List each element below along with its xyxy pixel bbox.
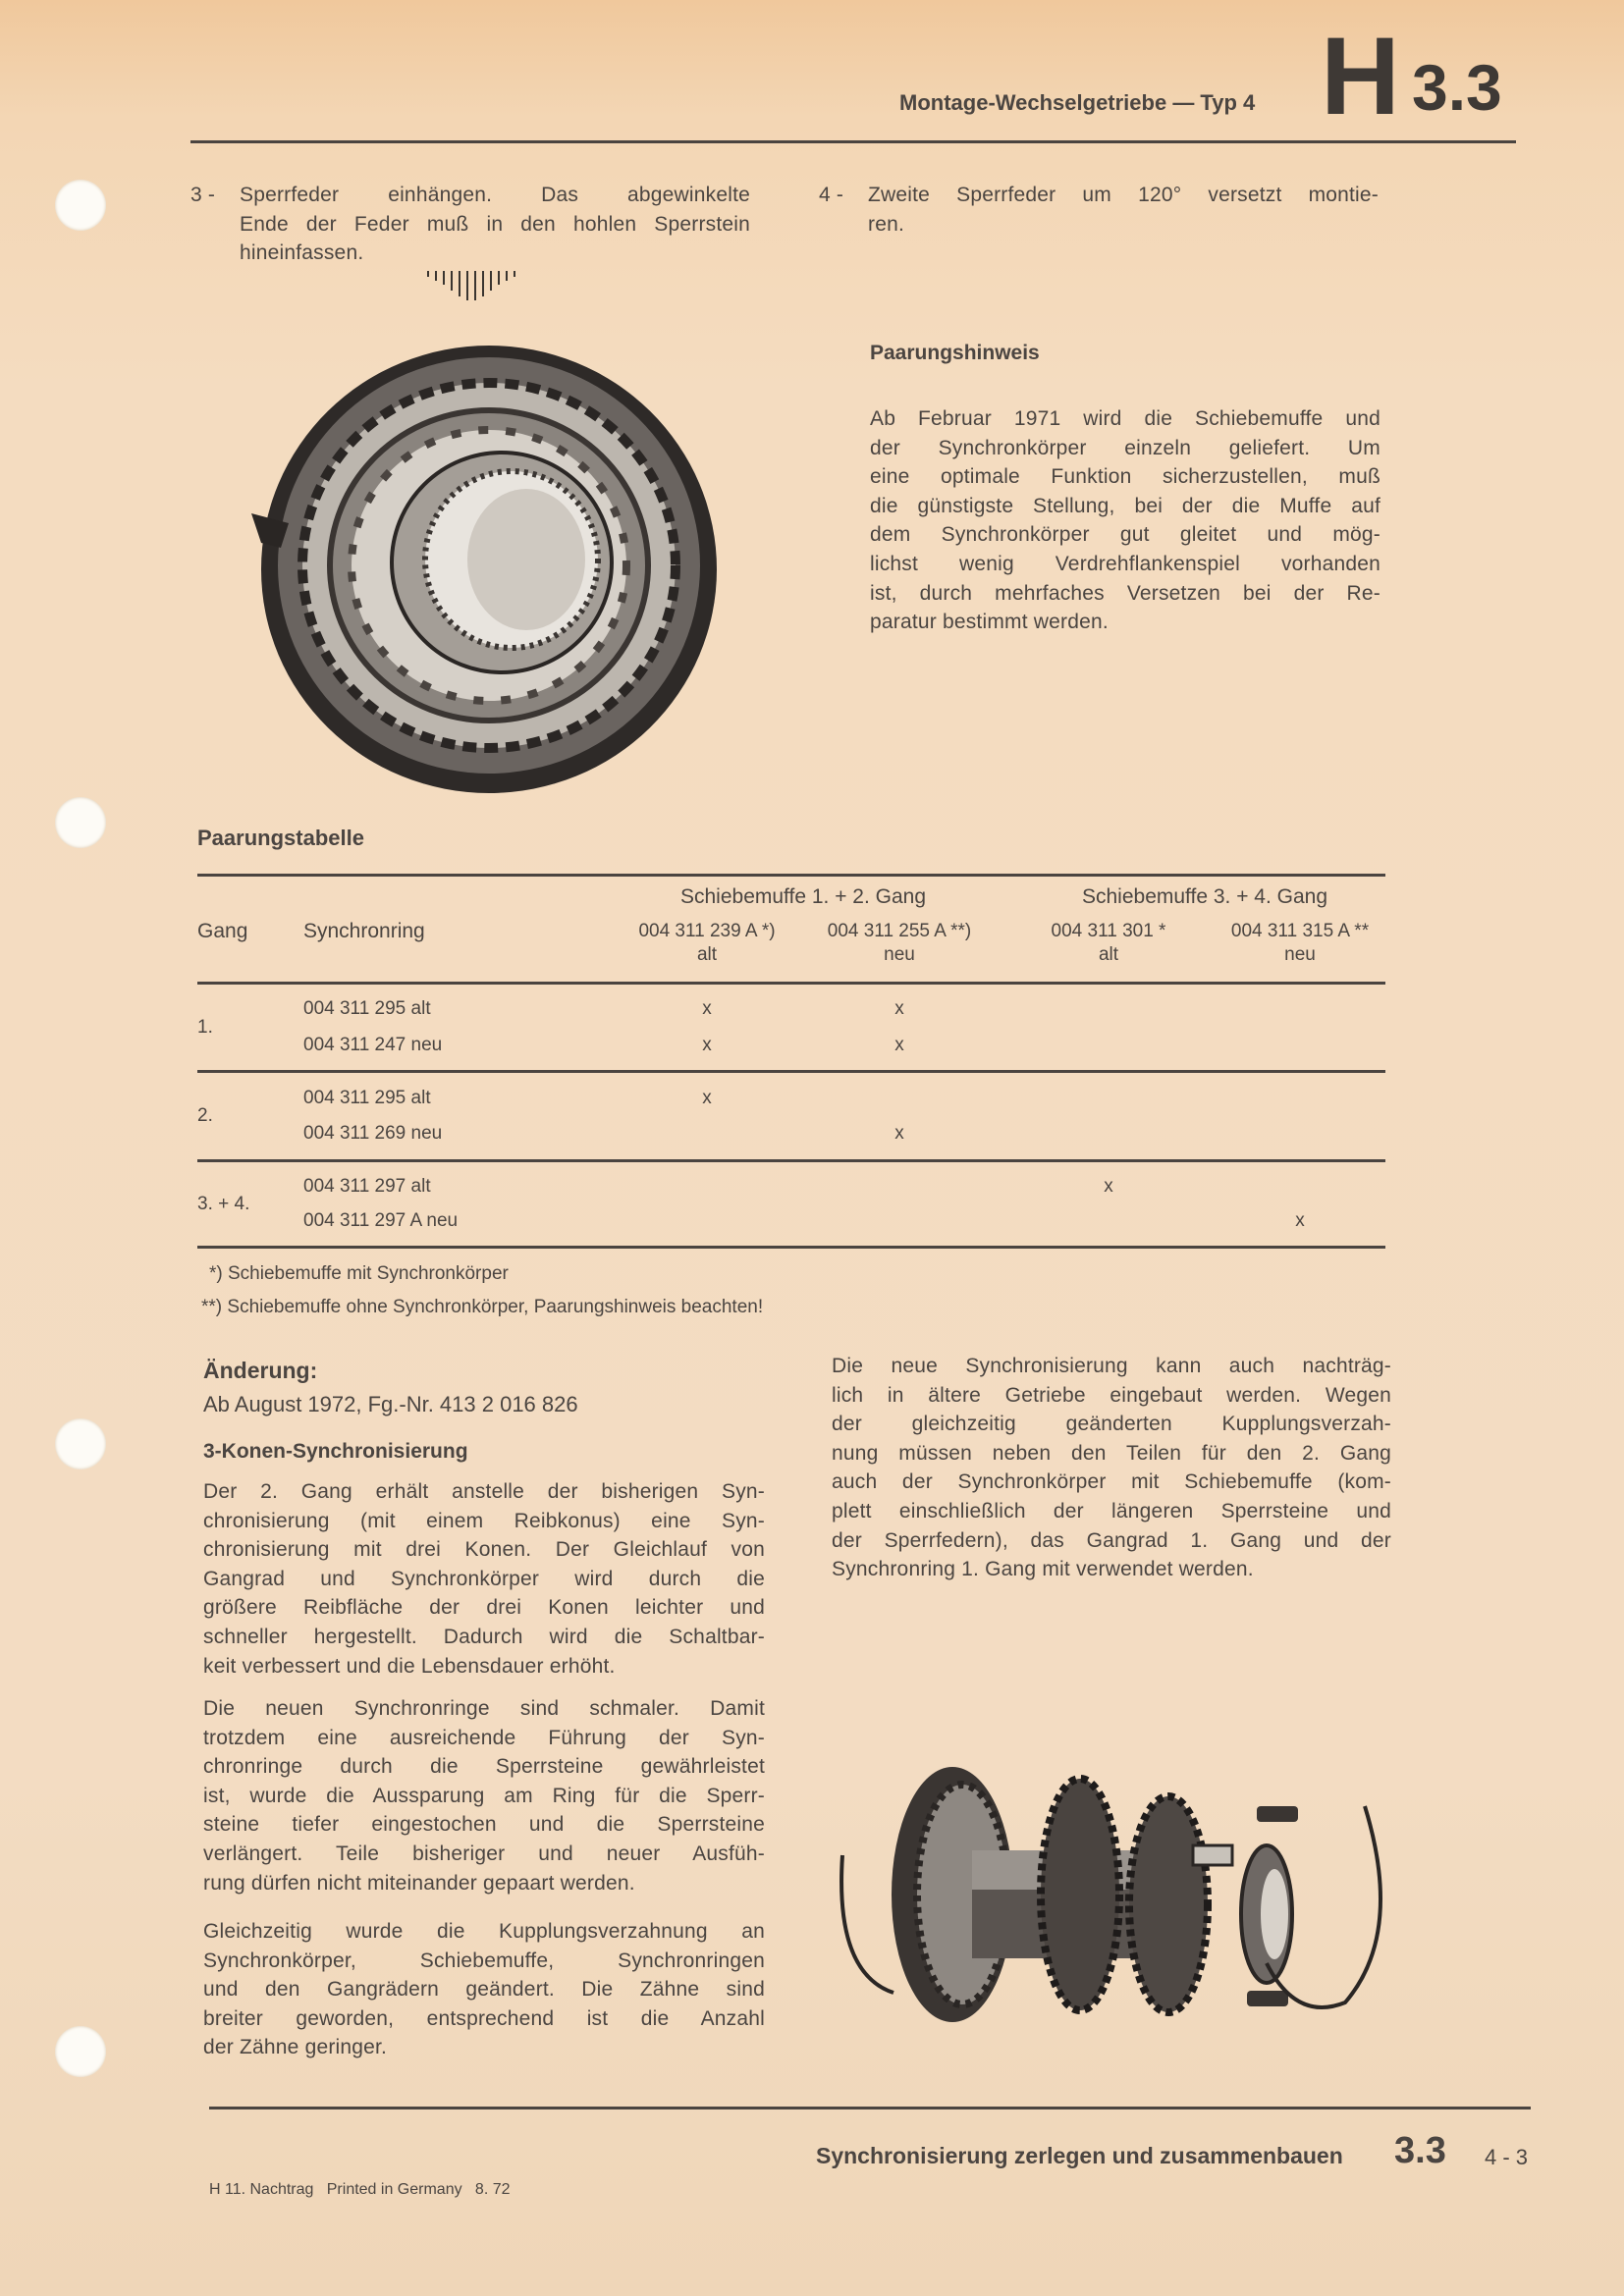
table-rule: [197, 982, 1385, 985]
text-line: und den Gangrädern geändert. Die Zähne sind: [203, 1978, 765, 2002]
text-line: der Zähne geringer.: [203, 2036, 388, 2059]
punch-hole: [55, 797, 106, 848]
change-date: Ab August 1972, Fg.-Nr. 413 2 016 826: [203, 1392, 578, 1416]
punch-hole: [55, 2026, 106, 2077]
part-number: 004 311 301 *: [1051, 921, 1166, 941]
header-letter: H: [1321, 15, 1400, 137]
col-header-gang: Gang: [197, 920, 248, 942]
text-line: eine optimale Funktion sicherzustellen, muß: [870, 465, 1380, 489]
step-3-text: [240, 181, 750, 268]
change-paragraph-1: [203, 1477, 765, 1681]
text-line: Die neuen Synchronringe sind schmaler. Damit: [203, 1697, 765, 1720]
text-line: der gleichzeitig geänderten Kupplungsverzah-: [832, 1413, 1391, 1436]
text-line: auch der Synchronkörper mit Schiebemuffe (kom-: [832, 1470, 1391, 1494]
punch-hole: [55, 180, 106, 231]
text-line: lichst wenig Verdrehflankenspiel vorhanden: [870, 552, 1380, 575]
match-mark: x: [702, 1088, 712, 1108]
step-4-number: 4 -: [819, 184, 844, 206]
header-rule: [190, 140, 1516, 143]
text-line: rung dürfen nicht miteinander gepaart werden.: [203, 1871, 635, 1895]
match-mark: x: [894, 998, 904, 1019]
group-header-3-4: Schiebemuffe 3. + 4. Gang: [1081, 885, 1328, 908]
match-mark: x: [1295, 1210, 1305, 1231]
table-rule: [197, 1070, 1385, 1073]
change-paragraph-2: [203, 1694, 765, 1897]
text-line: trotzdem eine ausreichende Führung der Syn-: [203, 1726, 765, 1749]
text-line: Synchronring 1. Gang mit verwendet werden.: [832, 1558, 1254, 1581]
part-number: 004 311 239 A *): [638, 921, 776, 941]
text-line: chronringe durch die Sperrsteine gewährleistet: [203, 1755, 765, 1779]
match-mark: x: [894, 1035, 904, 1055]
match-mark: x: [1104, 1176, 1113, 1197]
text-line: größere Reibfläche der drei Konen leichter und: [203, 1596, 765, 1620]
text-line: Gangrad und Synchronkörper wird durch die: [203, 1567, 765, 1590]
footer-title: Synchronisierung zerlegen und zusammenbauen: [816, 2143, 1343, 2168]
change-paragraph-3: [203, 1917, 765, 2062]
synchronring-cell: 004 311 297 A neu: [303, 1210, 459, 1231]
part-state: alt: [696, 944, 718, 965]
text-line: hineinfassen.: [240, 241, 364, 265]
text-line: die günstigste Stellung, bei der die Muffe auf: [870, 494, 1380, 517]
pairing-note-text: [870, 404, 1380, 637]
text-line: chronisierung mit drei Konen. Der Gleichlauf von: [203, 1538, 765, 1562]
step-3-number: 3 -: [190, 184, 216, 206]
part-number: 004 311 315 A **: [1230, 921, 1370, 941]
text-line: Sperrfeder einhängen. Das abgewinkelte: [240, 184, 750, 206]
table-rule: [197, 1159, 1385, 1162]
synchronring-cell: 004 311 295 alt: [303, 998, 431, 1019]
table-rule: [197, 1246, 1385, 1249]
gang-cell: 1.: [197, 1016, 213, 1038]
match-mark: x: [702, 1035, 712, 1055]
footnote: *) Schiebemuffe mit Synchronkörper: [209, 1263, 509, 1284]
text-line: schneller hergestellt. Dadurch wird die Schaltbar-: [203, 1625, 765, 1648]
text-line: steine tiefer eingestochen und die Sperrsteine: [203, 1813, 765, 1837]
text-line: lich in ältere Getriebe eingebaut werden. Wegen: [832, 1383, 1391, 1407]
text-line: der Sperrfedern), das Gangrad 1. Gang und der: [832, 1528, 1391, 1552]
match-mark: x: [702, 998, 712, 1019]
text-line: plett einschließlich der längeren Sperrsteine und: [832, 1499, 1391, 1522]
change-heading: Änderung:: [203, 1358, 318, 1383]
print-info: H 11. Nachtrag Printed in Germany 8. 72: [209, 2181, 511, 2198]
synchronizer-parts-photo: [835, 1757, 1400, 2032]
group-header-1-2: Schiebemuffe 1. + 2. Gang: [679, 885, 927, 908]
part-number: 004 311 255 A **): [827, 921, 972, 941]
text-line: ist, wurde die Aussparung am Ring für die Sperr-: [203, 1784, 765, 1807]
part-state: alt: [1098, 944, 1119, 965]
synchronring-cell: 004 311 247 neu: [303, 1035, 443, 1055]
part-state: neu: [1284, 944, 1316, 965]
change-subheading: 3-Konen-Synchronisierung: [203, 1440, 468, 1463]
text-line: Die neue Synchronisierung kann auch nachträg-: [832, 1355, 1391, 1377]
text-line: verlängert. Teile bisheriger und neuer Ausfüh-: [203, 1842, 765, 1865]
step-4-text: [868, 181, 1379, 239]
footer-rule: [209, 2107, 1531, 2109]
pairing-table-heading: Paarungstabelle: [197, 826, 364, 850]
footer-section: 3.3: [1394, 2130, 1446, 2171]
text-line: Synchronkörper, Schiebemuffe, Synchronringen: [203, 1949, 765, 1972]
text-line: Zweite Sperrfeder um 120° versetzt montie-: [868, 184, 1379, 206]
text-line: breiter geworden, entsprechend ist die Anzahl: [203, 2006, 765, 2030]
header-section: 3.3: [1412, 51, 1502, 124]
part-state: neu: [884, 944, 915, 965]
text-line: nung müssen neben den Teilen für den 2. Gang: [832, 1441, 1391, 1465]
col-header-synchronring: Synchronring: [303, 920, 425, 942]
synchronring-cell: 004 311 269 neu: [303, 1123, 443, 1144]
match-mark: x: [894, 1123, 904, 1144]
text-line: keit verbessert und die Lebensdauer erhöht.: [203, 1654, 616, 1678]
pointer-arrow-icon: [420, 269, 524, 304]
text-line: Der 2. Gang erhält anstelle der bisherigen Syn-: [203, 1480, 765, 1503]
text-line: chronisierung (mit einem Reibkonus) eine Syn-: [203, 1509, 765, 1532]
change-right-paragraph: [832, 1352, 1391, 1584]
text-line: Gleichzeitig wurde die Kupplungsverzahnung an: [203, 1920, 765, 1943]
punch-hole: [55, 1418, 106, 1469]
synchronring-cell: 004 311 297 alt: [303, 1176, 431, 1197]
text-line: ist, durch mehrfaches Versetzen bei der Re-: [870, 581, 1380, 605]
text-line: dem Synchronkörper gut gleitet und mög-: [870, 523, 1380, 547]
pairing-note-heading: Paarungshinweis: [870, 342, 1040, 364]
text-line: ren.: [868, 212, 904, 236]
footnote: **) Schiebemuffe ohne Synchronkörper, Paarungshinweis beachten!: [201, 1297, 764, 1317]
synchronizer-photo: [232, 342, 727, 795]
text-line: Ende der Feder muß in den hohlen Sperrstein: [240, 212, 750, 236]
header-title: Montage-Wechselgetriebe — Typ 4: [899, 90, 1256, 115]
text-line: paratur bestimmt werden.: [870, 611, 1109, 634]
synchronring-cell: 004 311 295 alt: [303, 1088, 431, 1108]
gang-cell: 3. + 4.: [197, 1193, 250, 1214]
gang-cell: 2.: [197, 1105, 213, 1126]
page-number: 4 - 3: [1485, 2145, 1529, 2169]
text-line: der Synchronkörper einzeln geliefert. Um: [870, 436, 1380, 459]
text-line: Ab Februar 1971 wird die Schiebemuffe und: [870, 407, 1380, 430]
table-rule: [197, 874, 1385, 877]
